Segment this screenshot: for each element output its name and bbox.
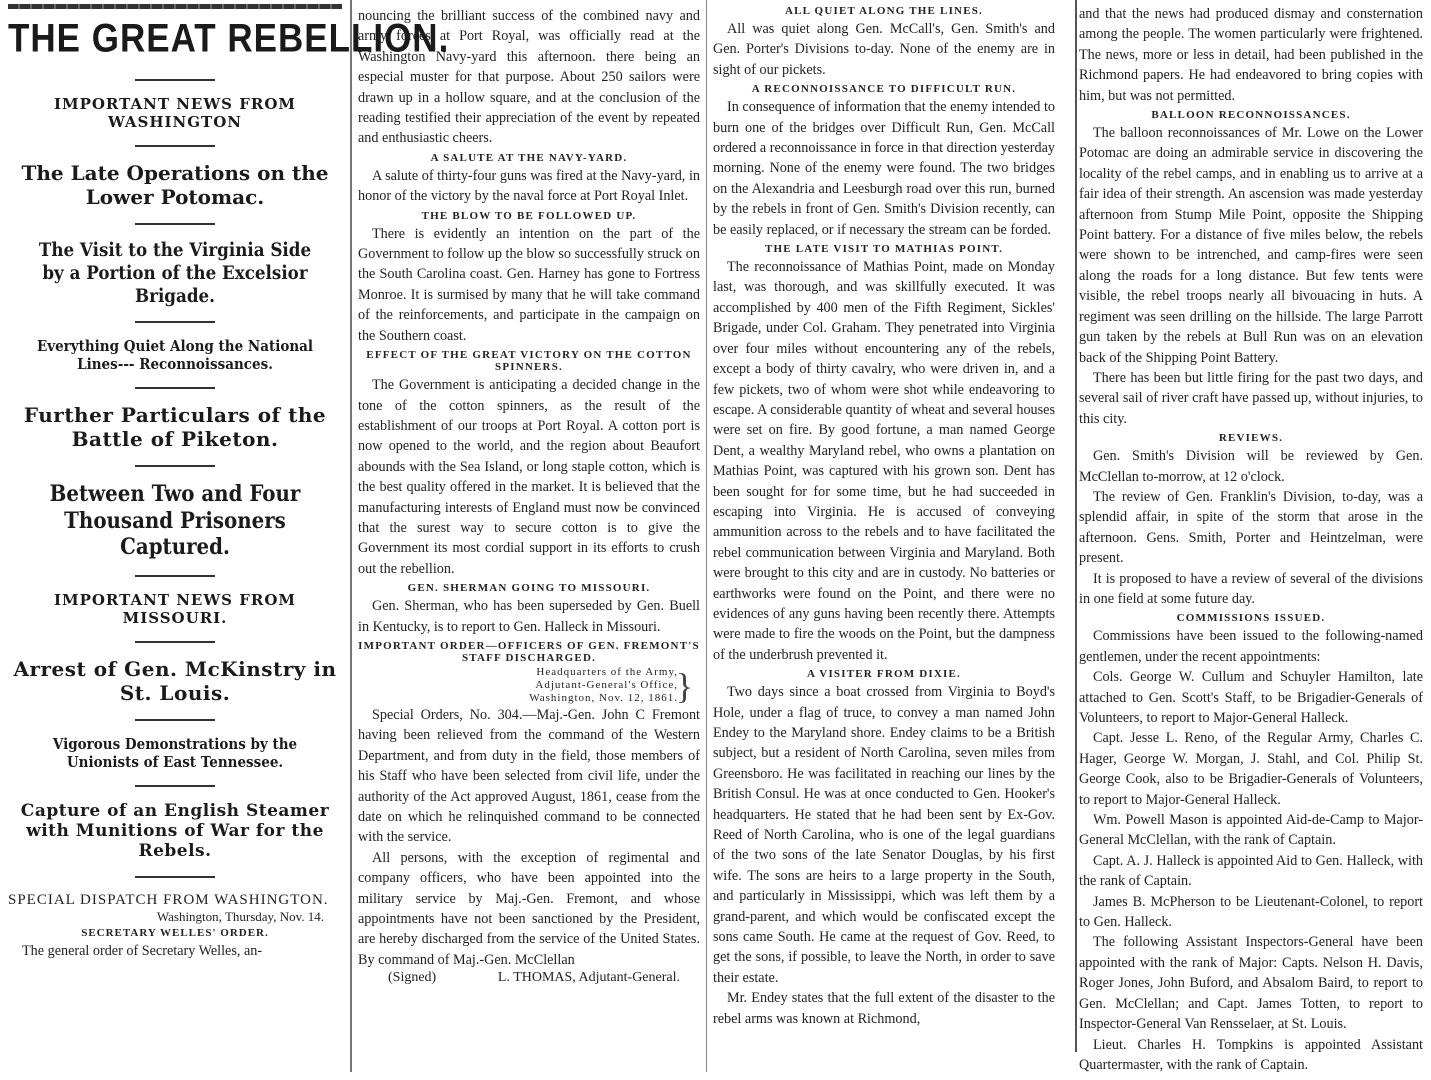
divider xyxy=(135,223,215,225)
headline-virginia-visit: The Visit to the Virginia Side by a Portion of the Excelsior Brigade. xyxy=(38,239,312,307)
article-paragraph: The following Assistant Inspectors-General have been appointed with the rank of Major: Capts. Nelson H. Davis, Roger Jones, John Buford, and Absalom Baird, to report to Gen. McClellan; and Capt. James Totten, to report to Inspector-General Van Rensselaer, at St. Louis. xyxy=(1079,934,1423,1033)
article-paragraph: The reconnoissance of Mathias Point, made on Monday last, was thorough, and was skillfully executed. It was accomplished by 400 men of the Fifth Regiment, Sickles' Brigade, under Col. Graham. They penetrated into Virginia over four miles without encountering any of the rebels, except a body of thirty cavalry, who were driven in, and a few pickets, two of whom were shot while endeavoring to escape. A considerable quantity of wheat and several houses were set on fire. By good fortune, a man named George Dent, a wealthy Maryland rebel, who owns a plantation on Mathias Point, was captured with his grown son. Dent has been sought for for some time, but he had succeeded in escaping into Virginia. He is accused of conveying ammunition across to the rebels and to have facilitated the rebel communication between Virginia and Maryland. Both were brought to this city and are in custody. No batteries or earthworks were found on the Point, and there were no evidences of any guns having been recently there. Attempts were made to fire the woods on the Point, but the dampness of the underbrush prevented it. xyxy=(713,259,1055,663)
signature-line xyxy=(358,970,700,986)
article-paragraph: There has been but little firing for the past two days, and several sail of river craft have passed up, without injuries, to this city. xyxy=(1079,369,1423,427)
dateline: Washington, Thursday, Nov. 14. xyxy=(156,908,324,924)
divider xyxy=(135,785,215,787)
article-paragraph: The general order of Secretary Welles, an- xyxy=(22,942,263,959)
dispatch-heading: SPECIAL DISPATCH FROM WASHINGTON. xyxy=(8,891,329,908)
divider xyxy=(135,387,215,389)
headline-mckinstry: Arrest of Gen. McKinstry in St. Louis. xyxy=(13,656,337,705)
article-column-4 xyxy=(1061,0,1431,1072)
order-header-line: Washington, Nov. 12, 1861. xyxy=(529,691,678,704)
article-paragraph: A salute of thirty-four guns was fired at the Navy-yard, in honor of the victory by the naval force at Port Royal Inlet. xyxy=(358,167,700,205)
article-paragraph: nouncing the brilliant success of the combined navy and army forces at Port Royal, was officially read at the Washington Navy-yard this afternoon. there being an especial muster for that purpose. About 250 sailors were drawn up in a hollow square, and at the conclusion of the reading testified their appreciation of the event by repeated and enthusiastic cheers. xyxy=(358,8,700,147)
divider xyxy=(135,876,215,878)
page-title: THE GREAT REBELLION. xyxy=(8,16,450,61)
article-paragraph: James B. McPherson to be Lieutenant-Colonel, to report to Gen. Halleck. xyxy=(1079,893,1423,931)
divider xyxy=(135,575,215,577)
article-column-2 xyxy=(352,0,706,1072)
divider xyxy=(135,79,215,81)
order-header-line: Adjutant-General's Office, xyxy=(535,678,678,691)
section-heading: BALLOON RECONNOISSANCES. xyxy=(1151,109,1351,122)
article-paragraph: Cols. George W. Cullum and Schuyler Hamilton, late attached to Gen. Scott's Staff, to be Brigadier-Generals of Volunteers, to report to Major-General Halleck. xyxy=(1079,669,1423,726)
article-paragraph: All persons, with the exception of regimental and company officers, who have been appointed into the military service by Maj.-Gen. Fremont, and whose appointments have not been sanctioned by the President, are hereby discharged from the service of the United States. By command of Maj.-Gen. McClellan xyxy=(358,849,700,968)
article-paragraph: Gen. Smith's Division will be reviewed by Gen. McClellan to-morrow, at 12 o'clock. xyxy=(1079,448,1423,485)
article-paragraph: All was quiet along Gen. McCall's, Gen. Smith's and Gen. Porter's Divisions to-day. None of the enemy are in sight of our pickets. xyxy=(713,21,1055,78)
article-paragraph: It is proposed to have a review of several of the divisions in one field at some future day. xyxy=(1079,570,1423,607)
order-header-line: Headquarters of the Army, xyxy=(536,665,678,678)
section-heading: GEN. SHERMAN GOING TO MISSOURI. xyxy=(407,582,651,595)
headline-potomac: The Late Operations on the Lower Potomac. xyxy=(21,161,329,209)
divider xyxy=(135,321,215,323)
headline-prisoners: Between Two and Four Thousand Prisoners Captured. xyxy=(49,481,301,561)
headline-quiet-lines: Everything Quiet Along the National Lines--- Reconnoissances. xyxy=(36,337,314,374)
divider xyxy=(135,641,215,643)
signed-name: L. THOMAS, Adjutant-General. xyxy=(497,970,680,986)
article-paragraph: Wm. Powell Mason is appointed Aid-de-Camp to Major-General McClellan, with the rank of Captain. xyxy=(1079,812,1423,849)
divider xyxy=(135,465,215,467)
article-paragraph: and that the news had produced dismay and consternation among the people. The women particularly were frightened. The news, more or less in detail, had been published in the Richmond papers. He had endeavored to bring copies with him, but was not permitted. xyxy=(1079,6,1423,104)
section-heading: SECRETARY WELLES' ORDER. xyxy=(81,926,269,939)
article-paragraph: Capt. Jesse L. Reno, of the Regular Army, Charles C. Hager, George W. Morgan, J. Stahl, and Col. Philip St. George Cook, also to be Brigadier-Generals of Volunteers, to report to Major-General Halleck. xyxy=(1079,730,1423,808)
section-heading: REVIEWS. xyxy=(1218,432,1284,445)
section-heading: ALL QUIET ALONG THE LINES. xyxy=(785,5,983,17)
article-paragraph: In consequence of information that the enemy intended to burn one of the bridges over Difficult Run, Gen. McCall ordered a reconnoissance in force in that direction yesterday morning. None of the enemy were found. The two bridges on the Alexandria and Leesburgh road over this run, burned by the rebels in front of Gen. Smith's Division recently, can be easily replaced, or if necessary the stream can be forded. xyxy=(713,99,1055,238)
order-header xyxy=(358,666,700,705)
article-paragraph: Gen. Sherman, who has been superseded by Gen. Buell in Kentucky, is to report to Gen. Halleck in Missouri. xyxy=(358,598,700,635)
signed-label: (Signed) xyxy=(388,970,437,986)
article-paragraph: Special Orders, No. 304.—Maj.-Gen. John C Fremont having been relieved from the command of the Western Department, and from duty in the field, those members of his Staff who have been selected from civil life, under the authority of the Act approved August, 1861, cease from the date on which he relinquished command to be connected with the service. xyxy=(358,706,700,846)
article-paragraph: Commissions have been issued to the following-named gentlemen, under the recent appointments: xyxy=(1079,628,1423,665)
divider xyxy=(135,145,215,147)
section-heading: A SALUTE AT THE NAVY-YARD. xyxy=(430,151,628,164)
section-heading: COMMISSIONS ISSUED. xyxy=(1176,612,1326,625)
article-paragraph: Two days since a boat crossed from Virginia to Boyd's Hole, under a flag of truce, to convey a man named John Endey to the Maryland shore. Endey claims to be a British subject, but a resident of North Carolina, seven miles from Greensboro. He was facilitated in reaching our lines by the British Consul. He was at once conducted to Gen. Hooker's headquarters. He stated that he had been sent by Ex-Gov. Reed of North Carolina, who is one of the legal guardians of the two sons of the late Senator Douglas, by his first wife. The sons are heirs to a large property in the South, and particularly in Mississippi, which was left them by a grand-parent, and which would be confiscated except the sons came South. He came at the request of Gov. Reed, to get the sons, if possible, to leave the North, in order to save their estate. xyxy=(713,684,1055,986)
section-heading: A VISITER FROM DIXIE. xyxy=(807,668,961,681)
article-paragraph: The review of Gen. Franklin's Division, to-day, was a splendid affair, in spite of the storm that arose in the afternoon. Gens. Smith, Porter and Heintzelman, were present. xyxy=(1079,488,1423,567)
article-paragraph: The balloon reconnoissances of Mr. Lowe on the Lower Potomac are doing an admirable service in discovering the locality of the rebel camps, and in enabling us to arrive at a fair idea of their strength. An ascension was made yesterday afternoon from Stump Mile Point, opposite the Shipping Point battery. For a distance of five miles below, the rebels were shown to be intrenched, and camp-fires were seen along the roads for a long distance. But few tents were visible, the rebel troops nearly all bivouacing in huts. A regiment was seen drilling on the hillside. The large Parrott gun taken by the rebels at Bull Run was on an elevation back of the Shipping Point Battery. xyxy=(1079,125,1423,366)
masthead-rule xyxy=(8,4,342,9)
article-paragraph: Mr. Endey states that the full extent of the disaster to the rebel arms was known at Richmond, xyxy=(713,990,1055,1027)
headline-piketon: Further Particulars of the Battle of Piketon. xyxy=(23,403,327,452)
headline-steamer: Capture of an English Steamer with Munitions of War for the Rebels. xyxy=(20,800,330,862)
section-heading: EFFECT OF THE GREAT VICTORY ON THE COTTON SPINNERS. xyxy=(366,349,692,374)
divider xyxy=(135,719,215,721)
section-heading: THE LATE VISIT TO MATHIAS POINT. xyxy=(764,243,1004,256)
section-heading: A RECONNOISSANCE TO DIFFICULT RUN. xyxy=(751,83,1017,96)
section-heading: IMPORTANT ORDER—OFFICERS OF GEN. FREMONT'S STAFF DISCHARGED. xyxy=(358,639,700,664)
headline-tennessee: Vigorous Demonstrations by the Unionists of East Tennessee. xyxy=(52,734,298,771)
headline-missouri: IMPORTANT NEWS FROM MISSOURI. xyxy=(53,590,297,627)
article-paragraph: Lieut. Charles H. Tompkins is appointed Assistant Quartermaster, with the rank of Captain. xyxy=(1079,1036,1423,1073)
article-paragraph: The Government is anticipating a decided change in the tone of the cotton spinners, as the result of the establishment of our troops at Port Royal. A cotton port is now opened to the world, and the region about Beaufort abounds with the Sea Island, or long staple cotton, which is the best quality offered in the market. It is believed that the manufacturing interests of England must now be convinced that the surest way to secure cotton is to give the Government its most cordial support in its efforts to crush out the rebellion. xyxy=(358,377,700,577)
article-column-3 xyxy=(706,0,1061,1072)
article-paragraph: There is evidently an intention on the part of the Government to follow up the blow so successfully struck on the South Carolina coast. Gen. Harney has gone to Fortress Monroe. It is surmised by many that he will take command of the reinforcements, and participate in the campaign on the Southern coast. xyxy=(358,225,700,344)
headline-washington: IMPORTANT NEWS FROM WASHINGTON xyxy=(53,95,297,131)
section-heading: THE BLOW TO BE FOLLOWED UP. xyxy=(421,209,637,222)
article-paragraph: Capt. A. J. Halleck is appointed Aid to Gen. Halleck, with the rank of Captain. xyxy=(1079,852,1423,890)
